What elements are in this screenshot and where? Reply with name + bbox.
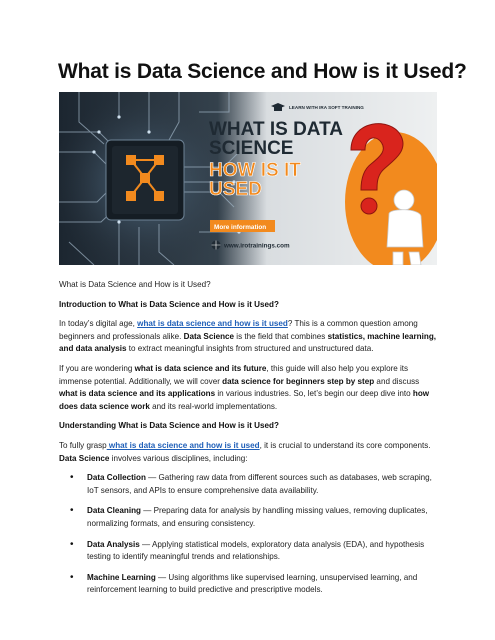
list-item: • Data Analysis — Applying statistical models, exploratory data analysis (EDA), and hypothesis testing to identify meaningful trends and relationships. xyxy=(87,539,439,564)
understanding-heading: Understanding What is Data Science and How is it Used? xyxy=(59,421,279,431)
intro-heading: Introduction to What is Data Science and How is it Used? xyxy=(59,299,279,309)
headline-line-1: WHAT IS DATA xyxy=(209,119,344,140)
components-list xyxy=(59,472,439,597)
website-text: www.irotrainings.com xyxy=(224,242,290,250)
understanding-paragraph: To fully grasp what is data science and how is it used, it is crucial to understand its core components. Data Science involves various disciplines, including: xyxy=(59,440,431,463)
banner-image xyxy=(59,92,437,265)
headline-line-3: HOW IS IT xyxy=(209,160,301,181)
brand-text: LEARN WITH IRA SOFT TRAINING xyxy=(289,105,364,110)
more-information-label: More information xyxy=(214,224,267,231)
headline-line-2: SCIENCE xyxy=(209,138,294,159)
future-paragraph: If you are wondering what is data science and its future, this guide will also help you explore its immense potential. Additionally, we will cover data science for beginners step by step and discuss what is data science and its applications in various industries. So, let’s begin our deep dive into how does data science work and its real-world implementations. xyxy=(59,363,430,411)
intro-paragraph: In today’s digital age, what is data science and how is it used? This is a common question among beginners and professionals alike. Data Science is the field that combines statistics, machine learning, and data analysis to extract meaningful insights from structured and unstructured data. xyxy=(59,319,437,354)
article-body xyxy=(59,279,439,605)
list-item: • Machine Learning — Using algorithms like supervised learning, unsupervised learning, and reinforcement learning to build predictive and prescriptive models. xyxy=(87,572,439,597)
link-what-is-data-science[interactable]: what is data science and how is it used xyxy=(137,319,288,329)
list-item: • Data Collection — Gathering raw data from different sources such as databases, web scraping, IoT sensors, and APIs to ensure comprehensive data availability. xyxy=(87,472,439,497)
page-title: What is Data Science and How is it Used? xyxy=(58,60,467,83)
headline-line-4: USED xyxy=(209,179,262,200)
image-caption: What is Data Science and How is it Used? xyxy=(59,280,211,289)
link-what-is-data-science-2[interactable]: what is data science and how is it used xyxy=(106,440,260,450)
list-item: • Data Cleaning — Preparing data for analysis by handling missing values, removing duplicates, normalizing formats, and ensuring consistency. xyxy=(87,505,439,530)
